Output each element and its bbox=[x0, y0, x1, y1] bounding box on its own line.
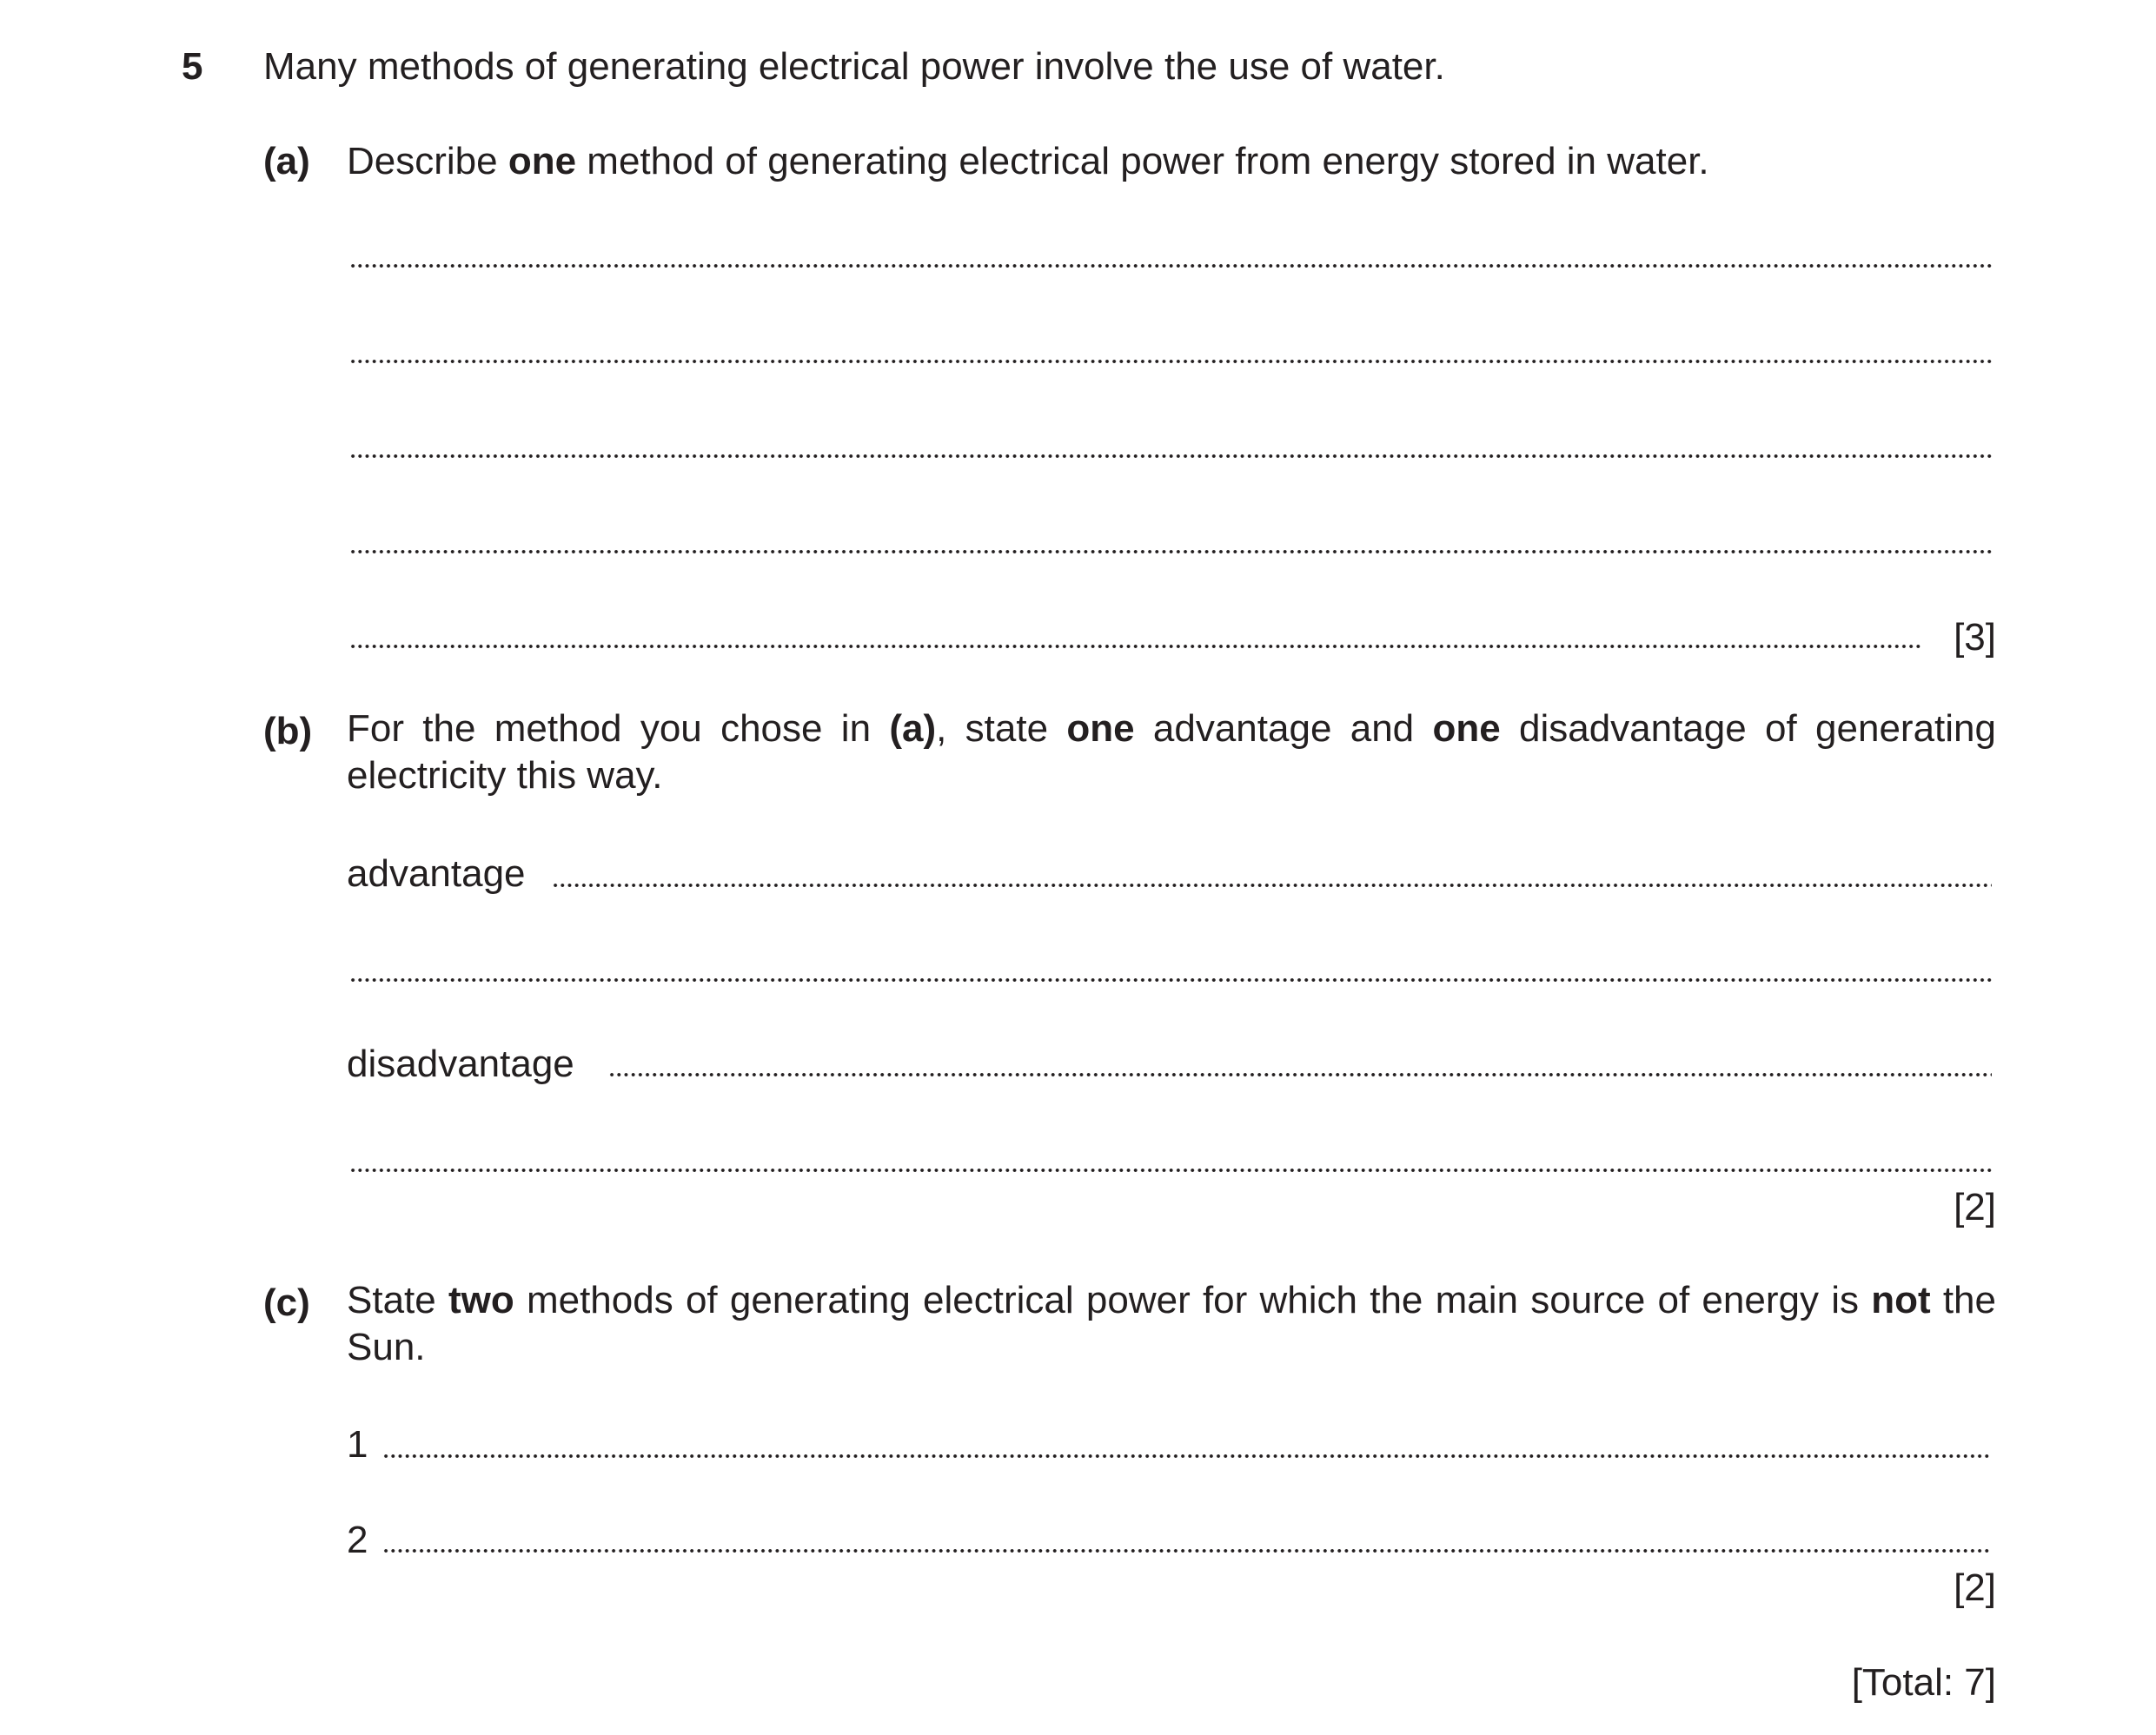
answer-item-2-number: 2 bbox=[347, 1519, 368, 1561]
part-c-label: (c) bbox=[263, 1281, 310, 1324]
part-b-label: (b) bbox=[263, 710, 313, 752]
part-b-question: For the method you chose in (a), state one advantage and one disadvantage of generating electricity this way. bbox=[347, 707, 1996, 797]
total-marks: [Total: 7] bbox=[1851, 1661, 1996, 1704]
answer-line-a4[interactable] bbox=[349, 549, 1992, 554]
answer-line-disadvantage[interactable] bbox=[608, 1072, 1992, 1077]
answer-line-disadvantage-2[interactable] bbox=[349, 1168, 1992, 1173]
answer-item-1-number: 1 bbox=[347, 1423, 368, 1466]
answer-line-a2[interactable] bbox=[349, 359, 1992, 364]
question-number: 5 bbox=[182, 45, 203, 88]
answer-line-c2[interactable] bbox=[382, 1548, 1992, 1553]
question-stem: Many methods of generating electrical power involve the use of water. bbox=[263, 45, 1445, 88]
answer-line-a1[interactable] bbox=[349, 263, 1992, 268]
part-a-question: Describe one method of generating electrical power from energy stored in water. bbox=[347, 140, 1709, 182]
answer-line-advantage[interactable] bbox=[552, 883, 1992, 888]
answer-line-a3[interactable] bbox=[349, 454, 1992, 459]
advantage-label: advantage bbox=[347, 852, 526, 895]
answer-line-c1[interactable] bbox=[382, 1454, 1992, 1459]
part-c-question: State two methods of generating electrical power for which the main source of energy is not the Sun. bbox=[347, 1279, 1997, 1368]
answer-line-a5[interactable] bbox=[349, 644, 1922, 649]
answer-line-advantage-2[interactable] bbox=[349, 977, 1992, 983]
disadvantage-label: disadvantage bbox=[347, 1043, 574, 1085]
part-c-marks: [2] bbox=[1954, 1566, 1996, 1609]
part-b-marks: [2] bbox=[1954, 1186, 1996, 1228]
part-a-label: (a) bbox=[263, 140, 310, 182]
part-a-marks: [3] bbox=[1954, 616, 1996, 659]
